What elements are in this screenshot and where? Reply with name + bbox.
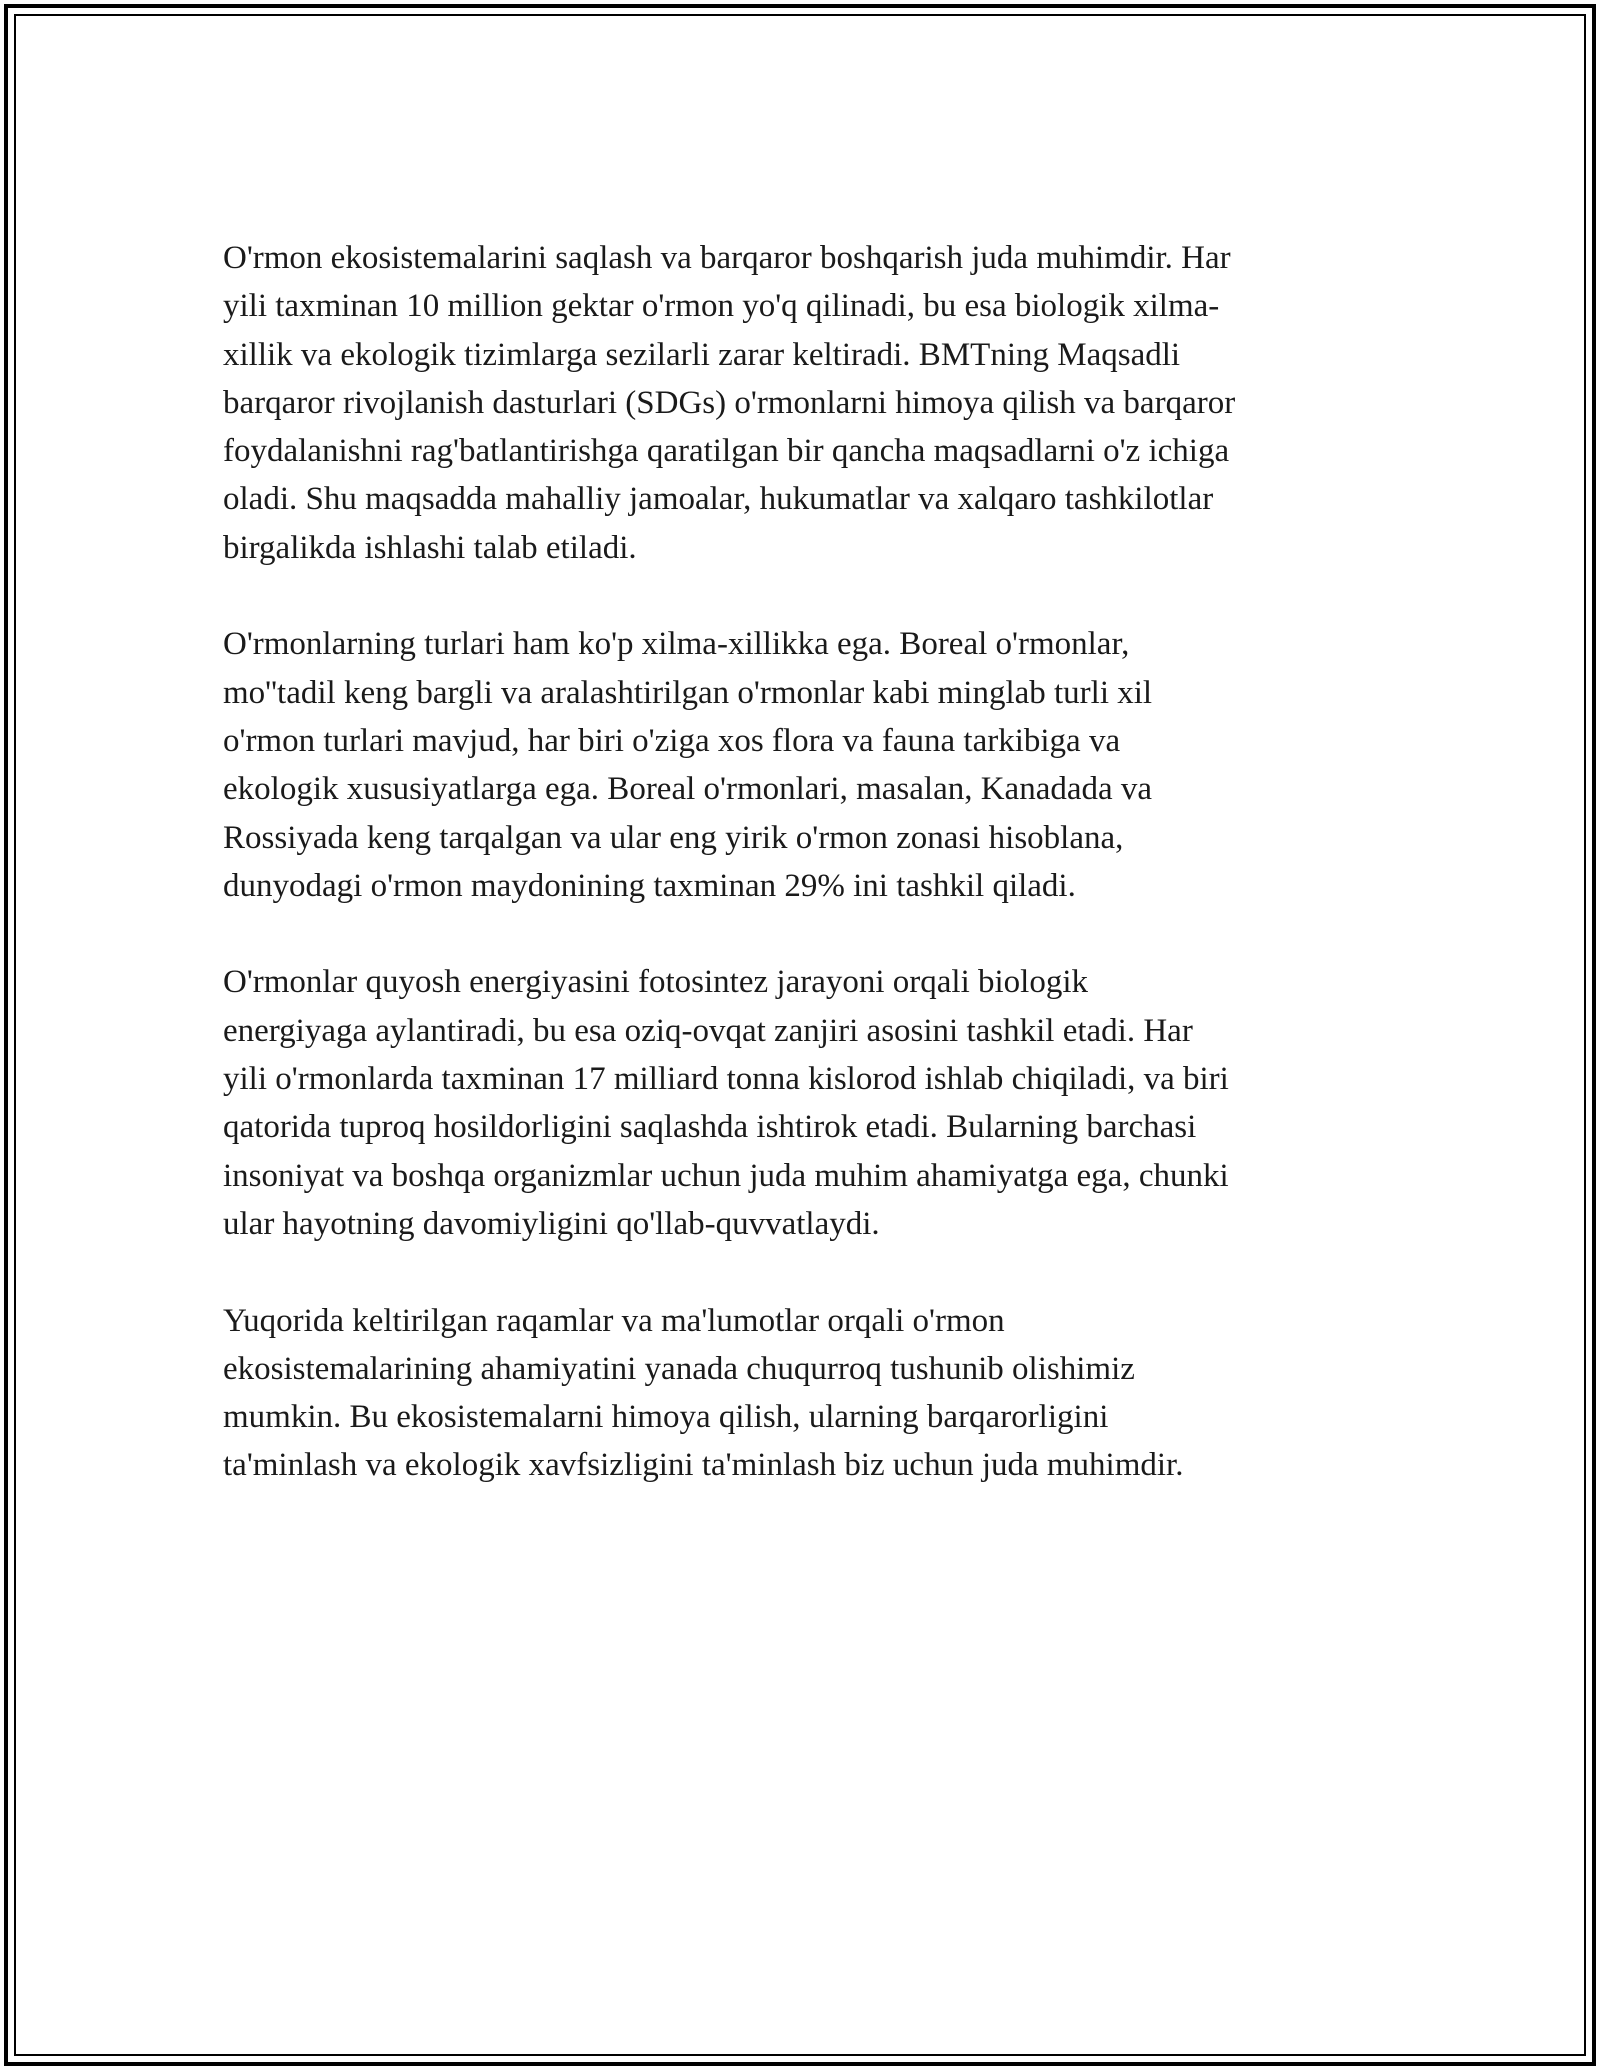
text-line: yili taxminan 10 million gektar o'rmon yo'q qilinadi, bu esa biologik xilma- (223, 288, 1220, 325)
text-line: barqaror rivojlanish dasturlari (SDGs) o'rmonlarni himoya qilish va barqaror (223, 384, 1236, 421)
text-line: o'rmon turlari mavjud, har biri o'ziga xos flora va fauna tarkibiga va (223, 722, 1121, 759)
text-line: Yuqorida keltirilgan raqamlar va ma'lumotlar orqali o'rmon (223, 1302, 1005, 1339)
text-line: dunyodagi o'rmon maydonining taxminan 29% ini tashkil qiladi. (223, 867, 1076, 904)
text-line: ular hayotning davomiyligini qo'llab-quvvatlaydi. (223, 1205, 880, 1242)
text-line: xillik va ekologik tizimlarga sezilarli zarar keltiradi. BMTning Maqsadli (223, 336, 1181, 373)
text-line: mo''tadil keng bargli va aralashtirilgan o'rmonlar kabi minglab turli xil (223, 674, 1153, 711)
text-line: mumkin. Bu ekosistemalarni himoya qilish, ularning barqarorligini (223, 1399, 1109, 1436)
text-line: ta'minlash va ekologik xavfsizligini ta'minlash biz uchun juda muhimdir. (223, 1447, 1184, 1484)
text-line: qatorida tuproq hosildorligini saqlashda ishtirok etadi. Bularning barchasi (223, 1109, 1197, 1146)
text-line: energiyaga aylantiradi, bu esa oziq-ovqat zanjiri asosini tashkil etadi. Har (223, 1012, 1193, 1049)
paragraph-photosynthesis (223, 958, 1363, 1248)
paragraph-forest-types (223, 620, 1363, 910)
text-line: ekosistemalarining ahamiyatini yanada chuqurroq tushunib olishimiz (223, 1350, 1135, 1387)
text-line: oladi. Shu maqsadda mahalliy jamoalar, hukumatlar va xalqaro tashkilotlar (223, 481, 1214, 518)
document-body (223, 234, 1363, 1538)
text-line: yili o'rmonlarda taxminan 17 milliard tonna kislorod ishlab chiqiladi, va biri (223, 1061, 1229, 1098)
text-line: insoniyat va boshqa organizmlar uchun juda muhim ahamiyatga ega, chunki (223, 1157, 1229, 1194)
paragraph-forest-conservation (223, 234, 1363, 572)
paragraph-conclusion (223, 1297, 1363, 1490)
text-line: ekologik xususiyatlarga ega. Boreal o'rmonlari, masalan, Kanadada va (223, 771, 1153, 808)
text-line: foydalanishni rag'batlantirishga qaratilgan bir qancha maqsadlarni o'z ichiga (223, 433, 1230, 470)
text-line: O'rmonlarning turlari ham ko'p xilma-xillikka ega. Boreal o'rmonlar, (223, 626, 1130, 663)
text-line: O'rmonlar quyosh energiyasini fotosintez jarayoni orqali biologik (223, 964, 1088, 1001)
text-line: O'rmon ekosistemalarini saqlash va barqaror boshqarish juda muhimdir. Har (223, 240, 1231, 276)
text-line: Rossiyada keng tarqalgan va ular eng yirik o'rmon zonasi hisoblana, (223, 819, 1124, 856)
text-line: birgalikda ishlashi talab etiladi. (223, 529, 637, 566)
